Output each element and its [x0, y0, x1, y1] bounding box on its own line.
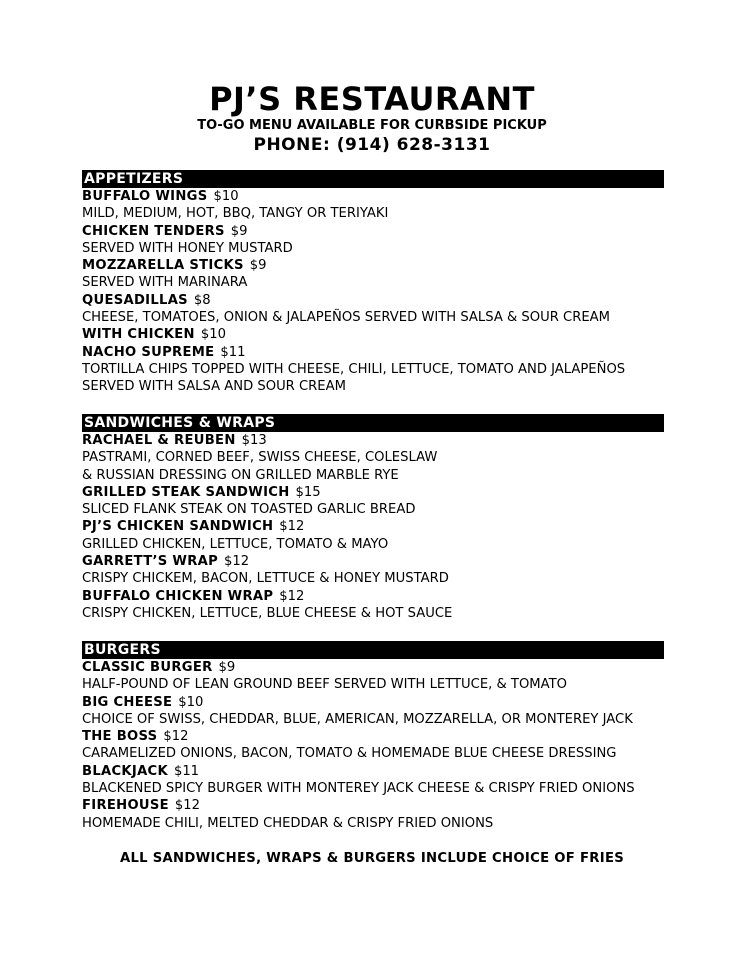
menu-item [82, 257, 662, 274]
item-name: NACHO SUPREME [82, 344, 215, 360]
item-name: BIG CHEESE [82, 694, 173, 710]
item-name: THE BOSS [82, 729, 158, 745]
item-price: $12 [163, 729, 189, 745]
menu-header [0, 80, 744, 156]
menu-item [82, 223, 662, 240]
menu-item [82, 763, 662, 780]
menu-item [82, 188, 662, 205]
section-header: BURGERS [82, 641, 664, 659]
section-appetizers [82, 170, 664, 396]
item-description: GRILLED CHICKEN, LETTUCE, TOMATO & MAYO [82, 536, 389, 552]
item-description: HALF-POUND OF LEAN GROUND BEEF SERVED WITH LETTUCE, & TOMATO [82, 677, 567, 693]
section-header: APPETIZERS [82, 170, 664, 188]
item-name: RACHAEL & REUBEN [82, 433, 236, 448]
item-description: CRISPY CHICKEN, LETTUCE, BLUE CHEESE & HOT SAUCE [82, 605, 453, 621]
item-name: BUFFALO CHICKEN WRAP [82, 588, 274, 604]
item-description: SERVED WITH MARINARA [82, 275, 248, 291]
menu-item [82, 484, 662, 501]
item-price: $9 [249, 258, 267, 274]
item-description: TORTILLA CHIPS TOPPED WITH CHEESE, CHILI, LETTUCE, TOMATO AND JALAPEÑOS [82, 361, 626, 377]
menu-item [82, 659, 662, 676]
phone-number: PHONE: (914) 628-3131 [253, 135, 491, 155]
item-name: WITH CHICKEN [82, 327, 195, 343]
item-price: $10 [200, 327, 226, 343]
item-price: $12 [279, 519, 305, 535]
menu-item [82, 292, 662, 309]
item-name: QUESADILLAS [82, 292, 188, 308]
item-price: $13 [241, 433, 267, 448]
menu-item [82, 344, 662, 361]
item-name: PJ’S CHICKEN SANDWICH [82, 519, 274, 535]
item-description: SLICED FLANK STEAK ON TOASTED GARLIC BREAD [82, 502, 416, 518]
item-description: BLACKENED SPICY BURGER WITH MONTEREY JACK CHEESE & CRISPY FRIED ONIONS [82, 781, 635, 797]
item-description: CARAMELIZED ONIONS, BACON, TOMATO & HOMEMADE BLUE CHEESE DRESSING [82, 746, 617, 762]
item-price: $10 [213, 189, 239, 204]
item-name: MOZZARELLA STICKS [82, 258, 244, 274]
menu-item [82, 432, 662, 449]
section-burgers [82, 641, 664, 832]
menu-item [82, 588, 662, 605]
menu-footer-note: ALL SANDWICHES, WRAPS & BURGERS INCLUDE CHOICE OF FRIES [119, 851, 625, 866]
item-name: BUFFALO WINGS [82, 189, 208, 204]
item-description: MILD, MEDIUM, HOT, BBQ, TANGY OR TERIYAKI [82, 206, 389, 222]
section-header: SANDWICHES & WRAPS [82, 414, 664, 432]
section-sandwiches-wraps [82, 414, 664, 622]
item-description: CRISPY CHICKEM, BACON, LETTUCE & HONEY MUSTARD [82, 571, 449, 587]
item-price: $11 [220, 344, 246, 360]
item-price: $9 [230, 223, 248, 239]
item-name: GRILLED STEAK SANDWICH [82, 484, 290, 500]
item-price: $8 [193, 292, 211, 308]
item-price: $9 [218, 660, 236, 675]
item-description: PASTRAMI, CORNED BEEF, SWISS CHEESE, COLESLAW [82, 450, 438, 466]
item-description: CHOICE OF SWISS, CHEDDAR, BLUE, AMERICAN, MOZZARELLA, OR MONTEREY JACK [82, 711, 633, 727]
restaurant-title: PJ’S RESTAURANT [209, 80, 535, 118]
item-price: $12 [224, 554, 250, 570]
item-price: $15 [295, 484, 321, 500]
item-description: HOMEMADE CHILI, MELTED CHEDDAR & CRISPY FRIED ONIONS [82, 815, 494, 831]
menu-item [82, 797, 662, 814]
item-price: $11 [173, 763, 200, 779]
item-name: BLACKJACK [82, 763, 168, 779]
menu-item [82, 728, 662, 745]
item-description: CHEESE, TOMATOES, ONION & JALAPEÑOS SERVED WITH SALSA & SOUR CREAM [82, 310, 610, 326]
item-price: $10 [178, 694, 204, 710]
item-price: $12 [279, 588, 305, 604]
item-description: SERVED WITH HONEY MUSTARD [82, 240, 293, 256]
menu-item [82, 518, 662, 535]
item-name: GARRETT’S WRAP [82, 554, 219, 570]
menu-item [82, 326, 662, 343]
item-description: SERVED WITH SALSA AND SOUR CREAM [82, 379, 346, 395]
item-description: & RUSSIAN DRESSING ON GRILLED MARBLE RYE [82, 467, 399, 483]
item-name: CLASSIC BURGER [82, 660, 213, 675]
menu-item [82, 553, 662, 570]
menu-item [82, 694, 662, 711]
item-name: FIREHOUSE [82, 798, 169, 814]
item-price: $12 [174, 798, 201, 814]
item-name: CHICKEN TENDERS [82, 223, 225, 239]
menu-subtitle: TO-GO MENU AVAILABLE FOR CURBSIDE PICKUP [197, 118, 547, 133]
